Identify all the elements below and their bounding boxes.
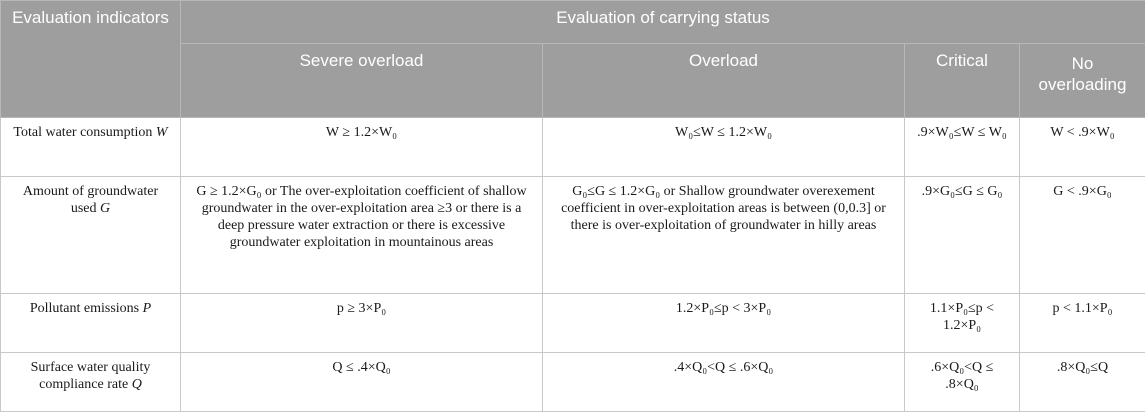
cell-no-overloading: G < .9×G₀ — [1020, 177, 1145, 294]
cell-no-overloading: .8×Q₀≤Q — [1020, 353, 1145, 412]
indicator-label: Pollutant emissions — [30, 301, 139, 316]
cell-overload: .4×Q₀<Q ≤ .6×Q₀ — [543, 353, 905, 412]
indicator-cell — [1, 177, 181, 294]
cell-no-overloading: W < .9×W₀ — [1020, 118, 1145, 177]
cell-critical: .9×W₀≤W ≤ W₀ — [905, 118, 1020, 177]
cell-no-overloading: p < 1.1×P₀ — [1020, 294, 1145, 353]
header-critical: Critical — [905, 44, 1020, 118]
cell-severe-overload: W ≥ 1.2×W₀ — [181, 118, 543, 177]
indicator-label: Total water consumption — [13, 125, 152, 140]
cell-overload: W₀≤W ≤ 1.2×W₀ — [543, 118, 905, 177]
indicator-label: Surface water quality compliance rate — [31, 360, 151, 392]
header-evaluation-of-carrying-status: Evaluation of carrying status — [181, 1, 1145, 44]
cell-overload: G₀≤G ≤ 1.2×G₀ or Shallow groundwater overexement coefficient in over-exploitation areas is between (0,0.3] or there is over-exploitation of groundwater in hilly areas — [543, 177, 905, 294]
cell-critical: .6×Q₀<Q ≤ .8×Q₀ — [905, 353, 1020, 412]
header-no-overloading: No overloading — [1020, 44, 1145, 118]
header-row-1 — [1, 1, 1145, 44]
indicator-cell — [1, 294, 181, 353]
cell-critical: 1.1×P₀≤p < 1.2×P₀ — [905, 294, 1020, 353]
indicator-label: Amount of groundwater used — [23, 184, 158, 216]
indicator-cell — [1, 353, 181, 412]
indicator-cell — [1, 118, 181, 177]
indicator-symbol: G — [100, 201, 110, 216]
table-row-groundwater-used — [1, 177, 1145, 294]
cell-severe-overload: Q ≤ .4×Q₀ — [181, 353, 543, 412]
cell-critical: .9×G₀≤G ≤ G₀ — [905, 177, 1020, 294]
header-overload: Overload — [543, 44, 905, 118]
header-severe-overload: Severe overload — [181, 44, 543, 118]
cell-severe-overload: p ≥ 3×P₀ — [181, 294, 543, 353]
cell-severe-overload: G ≥ 1.2×G₀ or The over-exploitation coefficient of shallow groundwater in the over-exploitation area ≥3 or there is a deep pressure water extraction or there is excessive groundwater exploitation in mountainous areas — [181, 177, 543, 294]
header-evaluation-indicators: Evaluation indicators — [1, 1, 181, 118]
indicator-symbol: Q — [132, 377, 142, 392]
cell-overload: 1.2×P₀≤p < 3×P₀ — [543, 294, 905, 353]
indicator-symbol: W — [156, 125, 168, 140]
table-row-pollutant-emissions — [1, 294, 1145, 353]
table-row-total-water-consumption — [1, 118, 1145, 177]
indicator-symbol: P — [143, 301, 152, 316]
table-row-surface-water-quality — [1, 353, 1145, 412]
